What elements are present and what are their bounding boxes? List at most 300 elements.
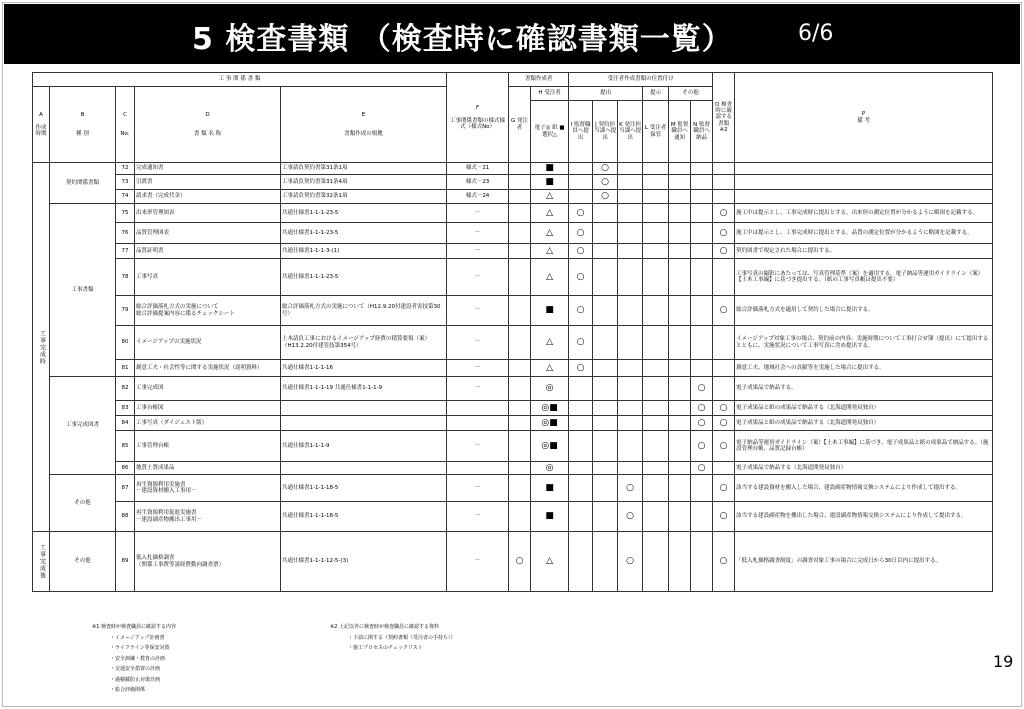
- mark-h: ■: [531, 475, 569, 502]
- footnote-1-item: ・過積載防止対策計画: [110, 676, 161, 683]
- row-number: 73: [116, 175, 135, 190]
- document-form: －: [447, 475, 509, 502]
- mark-l: [643, 175, 669, 190]
- mark-l: [643, 532, 669, 592]
- row-number: 77: [116, 244, 135, 259]
- mark-g: [509, 377, 531, 401]
- table-row: [33, 204, 993, 223]
- mark-o: ○: [713, 401, 735, 416]
- document-form: －: [447, 431, 509, 462]
- mark-i: [569, 431, 593, 462]
- document-form: －: [447, 502, 509, 532]
- header-j: J 契約担当課へ提出: [593, 101, 618, 163]
- mark-j: [593, 377, 618, 401]
- mark-n: [691, 163, 713, 175]
- table-row: [33, 296, 993, 326]
- document-basis: 工事請負契約書第32条1項: [281, 190, 447, 204]
- mark-m: [669, 296, 691, 326]
- remarks: 電子成果品で納品する（北海道開発局独自）: [735, 462, 993, 475]
- mark-l: [643, 462, 669, 475]
- mark-o: ○: [713, 223, 735, 244]
- mark-n: [691, 326, 713, 360]
- mark-k: [618, 175, 643, 190]
- mark-k: [618, 462, 643, 475]
- mark-n: ○: [691, 416, 713, 431]
- mark-j: [593, 502, 618, 532]
- mark-h: △: [531, 259, 569, 296]
- document-name-line: 完成通知書: [136, 165, 164, 172]
- footnote-2-title: ※2 上記以外に検査時が検査職員に確認する資料: [330, 624, 439, 630]
- document-basis: 共通仕様書1-1-1-23-5: [281, 204, 447, 223]
- mark-h: ◎■: [531, 431, 569, 462]
- header-i: I 監督職員へ提出: [569, 101, 593, 163]
- mark-i: ○: [569, 326, 593, 360]
- mark-o: [713, 259, 735, 296]
- document-name-line: イメージアップの実施状況: [136, 339, 202, 346]
- table-row: [33, 431, 993, 462]
- mark-g: [509, 360, 531, 377]
- document-basis: 工事請負契約書第31条4項: [281, 175, 447, 190]
- header-p: P 備 考: [735, 73, 993, 163]
- document-name: [135, 532, 281, 592]
- document-form: [447, 416, 509, 431]
- document-basis: 工事請負契約書第31条1項: [281, 163, 447, 175]
- mark-h: △: [531, 223, 569, 244]
- header-e: E 書類作成の根拠: [281, 87, 447, 163]
- footnote-2-item: ・施工プロセスのチェックリスト: [348, 645, 423, 651]
- mark-o: ○: [713, 431, 735, 462]
- mark-k: [618, 401, 643, 416]
- mark-g: [509, 296, 531, 326]
- header-d: D 書 類 名 称: [135, 87, 281, 163]
- document-basis: 共通仕様書1-1-1-18-5: [281, 475, 447, 502]
- mark-k: [618, 416, 643, 431]
- table-row: [33, 326, 993, 360]
- mark-o: [713, 163, 735, 175]
- mark-o: ○: [713, 416, 735, 431]
- document-name-line: 工事完成図: [136, 385, 164, 392]
- footnote-1-item: ・安全訓練・教育の計画: [110, 655, 166, 662]
- document-form: [447, 462, 509, 475]
- mark-i: [569, 502, 593, 532]
- document-name: [135, 416, 281, 431]
- mark-h: ◎: [531, 377, 569, 401]
- mark-l: [643, 190, 669, 204]
- header-l: L 受注者保管: [643, 101, 669, 163]
- row-number: 76: [116, 223, 135, 244]
- table-row: [33, 259, 993, 296]
- mark-i: ○: [569, 360, 593, 377]
- header-a: A 作成時期: [33, 87, 50, 163]
- document-name-line: 工事写真（ダイジェスト版）: [136, 419, 208, 426]
- mark-l: [643, 244, 669, 259]
- mark-h: △: [531, 204, 569, 223]
- row-number: 86: [116, 462, 135, 475]
- header-row-1: [33, 73, 993, 87]
- mark-m: [669, 175, 691, 190]
- table-row: [33, 475, 993, 502]
- mark-h: ◎■: [531, 401, 569, 416]
- remarks: 電子納品等運用ガイドライン（案）【土木工事編】に基づき、電子成果品と紙の成果品で納品する。（施設管理台帳、品質記録台帳）: [735, 431, 993, 462]
- table-row: [33, 163, 993, 175]
- header-group-title: 工 事 関 係 書 類: [33, 73, 447, 87]
- document-name-line: 総合評価提案内容に係るチェックシート: [136, 310, 235, 317]
- mark-g: [509, 401, 531, 416]
- mark-o: [713, 175, 735, 190]
- title-banner: [4, 4, 1020, 64]
- document-name: [135, 296, 281, 326]
- document-form: [447, 401, 509, 416]
- mark-n: [691, 475, 713, 502]
- table-row: [33, 360, 993, 377]
- remarks: 施工中は提示とし、工事完成時に提出とする。品質の測定位置が分かるように略図を記載する。: [735, 223, 993, 244]
- document-basis: 土木請負工事におけるイメージアップ経費の積算要領（案）（H13.2.20付建管技第354号）: [281, 326, 447, 360]
- remarks: 電子成果品で納品する。: [735, 377, 993, 401]
- row-number: 84: [116, 416, 135, 431]
- category-cell: その他: [50, 532, 116, 592]
- document-form: －: [447, 296, 509, 326]
- page-count: 6/6: [798, 21, 834, 46]
- mark-g: [509, 163, 531, 175]
- mark-n: ○: [691, 431, 713, 462]
- mark-k: ○: [618, 475, 643, 502]
- remarks: [735, 190, 993, 204]
- mark-h: ◎: [531, 462, 569, 475]
- mark-m: [669, 163, 691, 175]
- mark-g: ○: [509, 532, 531, 592]
- document-form: －: [447, 360, 509, 377]
- mark-m: [669, 244, 691, 259]
- footnote-1-item: ・イメージアップ計画書: [110, 634, 165, 641]
- row-number: 85: [116, 431, 135, 462]
- mark-j: [593, 416, 618, 431]
- footnote-2-item: ・下請に関する（契約書類（受注者の手持ち））: [348, 634, 456, 641]
- mark-m: [669, 259, 691, 296]
- remarks: 電子成果品と紙の成果品で納品する（北海道開発局独自）: [735, 416, 993, 431]
- mark-i: [569, 175, 593, 190]
- remarks: [735, 175, 993, 190]
- mark-h: △: [531, 244, 569, 259]
- document-name: [135, 502, 281, 532]
- document-basis: 共通仕様書1-1-1-23-5: [281, 259, 447, 296]
- mark-o: ○: [713, 204, 735, 223]
- row-number: 87: [116, 475, 135, 502]
- table-row: [33, 502, 993, 532]
- mark-o: [713, 377, 735, 401]
- mark-g: [509, 204, 531, 223]
- mark-i: [569, 190, 593, 204]
- mark-j: [593, 401, 618, 416]
- remarks: 「低入札価格調査制度」の調査対象工事の場合に完成日から30日以内に提出する。: [735, 532, 993, 592]
- mark-n: [691, 360, 713, 377]
- row-number: 81: [116, 360, 135, 377]
- mark-j: [593, 532, 618, 592]
- mark-j: ○: [593, 175, 618, 190]
- mark-k: [618, 204, 643, 223]
- mark-m: [669, 377, 691, 401]
- mark-n: ○: [691, 377, 713, 401]
- mark-k: [618, 223, 643, 244]
- mark-o: [713, 462, 735, 475]
- footnote-1-title: ※1 検査時が検査職員に確認する内容: [92, 624, 176, 630]
- table-row: [33, 244, 993, 259]
- document-form: 様式－23: [447, 175, 509, 190]
- mark-l: [643, 416, 669, 431]
- document-basis: [281, 462, 447, 475]
- document-form: －: [447, 223, 509, 244]
- document-name-line: （関係工事費等諸経費動向調査票）: [136, 561, 225, 568]
- row-number: 79: [116, 296, 135, 326]
- mark-m: [669, 360, 691, 377]
- document-name-line: 再生資源利用促進実施書: [136, 510, 197, 517]
- document-name-line: 再生資源利用実施書: [136, 481, 186, 488]
- category-cell: 工事完成図書: [50, 377, 116, 475]
- mark-h: ■: [531, 502, 569, 532]
- mark-j: [593, 462, 618, 475]
- mark-k: [618, 244, 643, 259]
- mark-l: [643, 204, 669, 223]
- header-creator-group: 書類作成者: [509, 73, 569, 87]
- mark-k: ○: [618, 532, 643, 592]
- document-name: [135, 360, 281, 377]
- mark-g: [509, 259, 531, 296]
- mark-h: ■: [531, 175, 569, 190]
- mark-k: [618, 360, 643, 377]
- mark-j: [593, 296, 618, 326]
- footnote-1-item: ・交通安全措置の計画: [110, 666, 161, 672]
- mark-n: [691, 259, 713, 296]
- mark-i: [569, 462, 593, 475]
- document-name-line: 工事写真: [136, 273, 159, 280]
- mark-h: ■: [531, 296, 569, 326]
- mark-n: [691, 296, 713, 326]
- mark-l: [643, 360, 669, 377]
- table-row: [33, 190, 993, 204]
- mark-g: [509, 175, 531, 190]
- mark-g: [509, 431, 531, 462]
- mark-j: [593, 326, 618, 360]
- mark-n: ○: [691, 462, 713, 475]
- header-n: N 監督職員へ納品: [691, 101, 713, 163]
- mark-l: [643, 259, 669, 296]
- mark-m: [669, 462, 691, 475]
- document-basis: 共通仕様書1-1-1-23-5: [281, 223, 447, 244]
- mark-k: ○: [618, 502, 643, 532]
- mark-j: [593, 259, 618, 296]
- document-name: [135, 163, 281, 175]
- header-position-group: 受注者作成書類の位置付け: [569, 73, 713, 87]
- row-number: 74: [116, 190, 135, 204]
- document-name-line: 創意工夫・社会性等に関する実施状況（説明資料）: [136, 364, 263, 371]
- mark-o: ○: [713, 502, 735, 532]
- phase-cell: 工事完成時: [33, 163, 50, 532]
- mark-o: [713, 360, 735, 377]
- mark-h: △: [531, 326, 569, 360]
- page-number: 19: [993, 652, 1014, 671]
- mark-j: [593, 431, 618, 462]
- footnote-2: [330, 622, 456, 654]
- category-cell: 工事書類: [50, 204, 116, 377]
- mark-n: [691, 502, 713, 532]
- header-k: K 発注担当課へ提出: [618, 101, 643, 163]
- table-row: [33, 223, 993, 244]
- document-basis: 共通仕様書1-1-1-16: [281, 360, 447, 377]
- document-basis: 共通仕様書1-1-1-3-(1): [281, 244, 447, 259]
- mark-j: [593, 204, 618, 223]
- mark-o: ○: [713, 244, 735, 259]
- remarks: 該当する建設資材を搬入した場合、建設副産物情報交換システムにより作成して提出する。: [735, 475, 993, 502]
- mark-h: △: [531, 360, 569, 377]
- mark-j: ○: [593, 163, 618, 175]
- document-name: [135, 175, 281, 190]
- mark-o: [713, 326, 735, 360]
- mark-k: [618, 431, 643, 462]
- document-name-line: 品質管理図表: [136, 229, 170, 236]
- mark-n: [691, 190, 713, 204]
- header-other: その他: [669, 87, 713, 101]
- mark-l: [643, 223, 669, 244]
- mark-g: [509, 416, 531, 431]
- mark-l: [643, 296, 669, 326]
- document-name: [135, 190, 281, 204]
- remarks: 創意工夫、地域社会への貢献等を実施した場合に提出する。: [735, 360, 993, 377]
- mark-k: [618, 377, 643, 401]
- document-basis: 共通仕様書1-1-1-9: [281, 431, 447, 462]
- mark-g: [509, 502, 531, 532]
- mark-g: [509, 326, 531, 360]
- mark-l: [643, 431, 669, 462]
- mark-g: [509, 190, 531, 204]
- mark-i: ○: [569, 244, 593, 259]
- mark-i: ○: [569, 296, 593, 326]
- category-cell: 契約関係書類: [50, 163, 116, 204]
- remarks: イメージアップ対象工事の場合、契約前の内容、実施時期について工事打合せ簿（提出）にて提出するとともに、実施状況について工事写真に含め提出する。: [735, 326, 993, 360]
- mark-k: [618, 296, 643, 326]
- document-name-line: 工事管理台帳: [136, 442, 170, 449]
- document-basis: [281, 416, 447, 431]
- mark-i: ○: [569, 259, 593, 296]
- mark-o: ○: [713, 296, 735, 326]
- page-title: 5 検査書類 （検査時に確認書類一覧）: [192, 22, 733, 57]
- document-form: －: [447, 326, 509, 360]
- document-name: [135, 259, 281, 296]
- mark-k: [618, 326, 643, 360]
- table-row: [33, 416, 993, 431]
- remarks: 工事写真の撮影にあたっては、写真管理基準（案）を適用する。電子納品等運用ガイドライン（案）【土木工事編】に基づき提出する。（紙の工事写真帳は提出不要）: [735, 259, 993, 296]
- mark-m: [669, 475, 691, 502]
- document-name-line: 引渡書: [136, 178, 153, 185]
- mark-h: ◎■: [531, 416, 569, 431]
- remarks: [735, 163, 993, 175]
- header-b: B 種 別: [50, 87, 116, 163]
- mark-m: [669, 190, 691, 204]
- mark-n: [691, 244, 713, 259]
- document-form: 様式－21: [447, 163, 509, 175]
- document-name: [135, 326, 281, 360]
- mark-o: [713, 190, 735, 204]
- document-form: 様式－24: [447, 190, 509, 204]
- document-form: －: [447, 377, 509, 401]
- mark-n: ○: [691, 401, 713, 416]
- table-row: [33, 462, 993, 475]
- remarks: 施工中は提示とし、工事完成時に提出とする。出来形の測定位置が分かるように略図を記載する。: [735, 204, 993, 223]
- remarks: 該当する建設副産物を搬出した場合、建設副産物情報交換システムにより作成して提出する。: [735, 502, 993, 532]
- row-number: 78: [116, 259, 135, 296]
- mark-h: △: [531, 532, 569, 592]
- mark-i: [569, 475, 593, 502]
- document-name-line: 総合評価落札方式の実施について: [136, 304, 219, 311]
- mark-i: [569, 377, 593, 401]
- document-name: [135, 475, 281, 502]
- table-row: [33, 401, 993, 416]
- document-basis: 共通仕様書1-1-1-18-5: [281, 502, 447, 532]
- mark-h: △: [531, 190, 569, 204]
- header-f: F 工事関係書類の様式様式（様式No）: [447, 73, 509, 163]
- document-name: [135, 377, 281, 401]
- document-basis: 総合評価落札方式の実施について（H12.9.20付建設者寄技第30号）: [281, 296, 447, 326]
- header-present: 提示: [643, 87, 669, 101]
- document-name: [135, 431, 281, 462]
- mark-l: [643, 502, 669, 532]
- row-number: 88: [116, 502, 135, 532]
- mark-o: ○: [713, 475, 735, 502]
- header-h-sub: 電子◎ 紙 ■ 選択△: [531, 101, 569, 163]
- mark-h: ■: [531, 163, 569, 175]
- mark-l: [643, 326, 669, 360]
- row-number: 72: [116, 163, 135, 175]
- document-name-line: －建設資材搬入工事用－: [136, 488, 197, 494]
- header-o: O 検査時に確認する書類 ※2: [713, 73, 735, 163]
- mark-n: [691, 532, 713, 592]
- mark-o: ○: [713, 532, 735, 592]
- mark-m: [669, 326, 691, 360]
- mark-m: [669, 532, 691, 592]
- document-name: [135, 244, 281, 259]
- header-g: G 発注者: [509, 87, 531, 163]
- header-h: H 受注者: [531, 87, 569, 101]
- mark-n: [691, 175, 713, 190]
- inspection-documents-table: [32, 72, 993, 592]
- mark-m: [669, 431, 691, 462]
- document-basis: 共通仕様書1-1-1-12-5-(3): [281, 532, 447, 592]
- mark-j: [593, 223, 618, 244]
- mark-g: [509, 475, 531, 502]
- document-name: [135, 204, 281, 223]
- mark-m: [669, 401, 691, 416]
- mark-l: [643, 475, 669, 502]
- header-submit: 提出: [569, 87, 643, 101]
- header-m: M 監督職員へ通知: [669, 101, 691, 163]
- header-c: C No.: [116, 87, 135, 163]
- mark-k: [618, 190, 643, 204]
- mark-g: [509, 244, 531, 259]
- mark-g: [509, 223, 531, 244]
- document-form: －: [447, 259, 509, 296]
- mark-k: [618, 259, 643, 296]
- mark-n: [691, 223, 713, 244]
- mark-n: [691, 204, 713, 223]
- row-number: 82: [116, 377, 135, 401]
- document-name-line: 請求書（完成代金）: [136, 193, 186, 200]
- document-form: －: [447, 244, 509, 259]
- mark-i: [569, 401, 593, 416]
- document-form: －: [447, 204, 509, 223]
- footnote-1-item: ・総合評価関係: [110, 687, 146, 693]
- remarks: 電子成果品と紙の成果品で納品する（北海道開発局独自）: [735, 401, 993, 416]
- document-name-line: 出来形管理図表: [136, 209, 175, 216]
- mark-l: [643, 163, 669, 175]
- mark-m: [669, 502, 691, 532]
